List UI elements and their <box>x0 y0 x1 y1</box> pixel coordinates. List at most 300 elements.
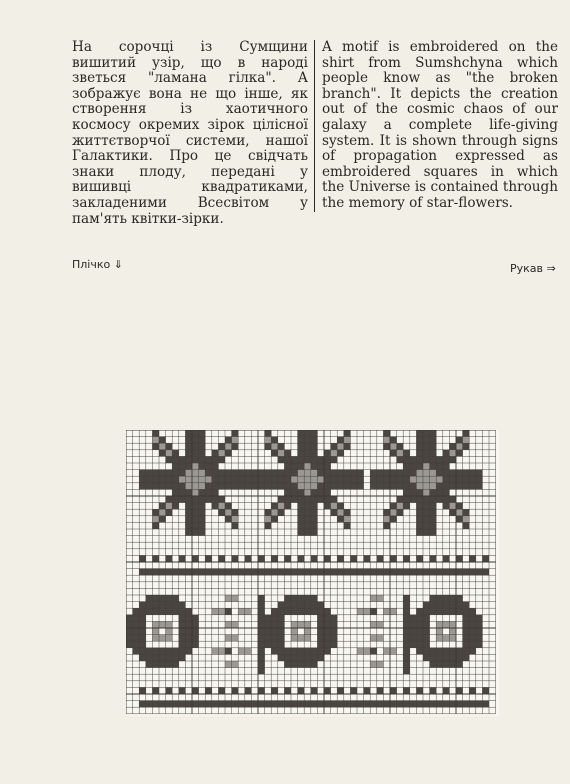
pattern-cell <box>443 503 450 510</box>
pattern-cell <box>232 701 239 708</box>
pattern-cell <box>139 641 146 648</box>
pattern-cell <box>179 641 186 648</box>
pattern-cell <box>410 470 417 477</box>
pattern-cell <box>416 443 423 450</box>
pattern-cell <box>192 437 199 444</box>
pattern-cell <box>317 489 324 496</box>
pattern-cell <box>317 615 324 622</box>
pattern-cell <box>463 483 470 490</box>
pattern-cell <box>423 641 430 648</box>
pattern-cell <box>304 529 311 536</box>
pattern-cell <box>133 615 140 622</box>
pattern-cell <box>166 701 173 708</box>
pattern-cell <box>225 437 232 444</box>
pattern-cell <box>146 654 153 661</box>
pattern-cell <box>159 648 166 655</box>
pattern-cell <box>185 522 192 529</box>
pattern-cell <box>416 509 423 516</box>
pattern-cell <box>192 496 199 503</box>
pattern-cell <box>344 437 351 444</box>
pattern-cell <box>159 516 166 523</box>
pattern-cell <box>350 687 357 694</box>
pattern-cell <box>397 509 404 516</box>
pattern-cell <box>423 602 430 609</box>
pattern-cell <box>185 476 192 483</box>
pattern-cell <box>324 569 331 576</box>
pattern-cell <box>166 476 173 483</box>
pattern-cell <box>139 608 146 615</box>
pattern-cell <box>179 648 186 655</box>
pattern-cell <box>192 615 199 622</box>
pattern-cell <box>199 503 206 510</box>
pattern-cell <box>139 470 146 477</box>
pattern-cell <box>443 470 450 477</box>
pattern-cell <box>383 437 390 444</box>
pattern-cell <box>139 569 146 576</box>
pattern-cell <box>456 503 463 510</box>
pattern-cell <box>423 509 430 516</box>
pattern-cell <box>456 608 463 615</box>
pattern-cell <box>436 648 443 655</box>
pattern-cell <box>278 503 285 510</box>
pattern-cell <box>265 628 272 635</box>
pattern-cell <box>476 470 483 477</box>
pattern-cell <box>377 483 384 490</box>
pattern-cell <box>258 476 265 483</box>
pattern-cell <box>298 701 305 708</box>
pattern-cell <box>159 509 166 516</box>
pattern-cell <box>476 628 483 635</box>
pattern-cell <box>410 621 417 628</box>
pattern-cell <box>139 635 146 642</box>
pattern-cell <box>304 509 311 516</box>
pattern-cell <box>311 602 318 609</box>
pattern-cell <box>436 595 443 602</box>
pattern-cell <box>185 621 192 628</box>
pattern-cell <box>298 476 305 483</box>
pattern-cell <box>337 437 344 444</box>
pattern-cell <box>430 430 437 437</box>
pattern-cell <box>205 489 212 496</box>
pattern-cell <box>166 483 173 490</box>
pattern-cell <box>133 621 140 628</box>
pattern-cell <box>357 648 364 655</box>
pattern-cell <box>172 450 179 457</box>
pattern-cell <box>344 522 351 529</box>
pattern-cell <box>331 443 338 450</box>
pattern-cell <box>463 608 470 615</box>
pattern-cell <box>291 569 298 576</box>
pattern-cell <box>185 463 192 470</box>
pattern-cell <box>430 443 437 450</box>
pattern-cell <box>456 602 463 609</box>
pattern-cell <box>225 608 232 615</box>
pattern-cell <box>291 595 298 602</box>
pattern-cell <box>463 654 470 661</box>
pattern-cell <box>199 569 206 576</box>
pattern-cell <box>146 701 153 708</box>
pattern-cell <box>284 602 291 609</box>
pattern-cell <box>205 463 212 470</box>
pattern-cell <box>416 503 423 510</box>
pattern-cell <box>146 595 153 602</box>
pattern-cell <box>159 476 166 483</box>
pattern-cell <box>166 635 173 642</box>
pattern-cell <box>172 463 179 470</box>
pattern-cell <box>410 456 417 463</box>
pattern-cell <box>377 595 384 602</box>
pattern-cell <box>403 635 410 642</box>
pattern-cell <box>298 687 305 694</box>
pattern-cell <box>370 476 377 483</box>
pattern-cell <box>317 608 324 615</box>
pattern-cell <box>271 615 278 622</box>
pattern-cell <box>344 476 351 483</box>
pattern-cell <box>298 602 305 609</box>
pattern-cell <box>139 615 146 622</box>
pattern-cell <box>390 437 397 444</box>
pattern-cell <box>370 569 377 576</box>
pattern-cell <box>469 555 476 562</box>
pattern-cell <box>403 476 410 483</box>
pattern-cell <box>126 641 133 648</box>
pattern-cell <box>192 443 199 450</box>
pattern-cell <box>258 602 265 609</box>
pattern-cell <box>304 456 311 463</box>
pattern-cell <box>350 569 357 576</box>
pattern-cell <box>416 529 423 536</box>
pattern-cell <box>430 602 437 609</box>
pattern-cell <box>416 608 423 615</box>
pattern-cell <box>443 483 450 490</box>
pattern-cell <box>383 430 390 437</box>
pattern-cell <box>304 463 311 470</box>
pattern-cell <box>185 529 192 536</box>
pattern-cell <box>199 476 206 483</box>
pattern-cell <box>397 569 404 576</box>
pattern-cell <box>337 687 344 694</box>
pattern-cell <box>199 522 206 529</box>
pattern-cell <box>377 476 384 483</box>
pattern-cell <box>258 701 265 708</box>
pattern-cell <box>199 496 206 503</box>
pattern-cell <box>304 635 311 642</box>
pattern-cell <box>284 701 291 708</box>
pattern-cell <box>146 608 153 615</box>
pattern-cell <box>324 470 331 477</box>
pattern-cell <box>423 516 430 523</box>
pattern-cell <box>370 635 377 642</box>
pattern-cell <box>423 615 430 622</box>
pattern-cell <box>463 522 470 529</box>
pattern-cell <box>436 476 443 483</box>
pattern-cell <box>291 608 298 615</box>
pattern-cell <box>179 608 186 615</box>
pattern-cell <box>350 476 357 483</box>
pattern-cell <box>331 635 338 642</box>
pattern-cell <box>436 463 443 470</box>
pattern-cell <box>397 456 404 463</box>
pattern-cell <box>410 569 417 576</box>
pattern-cell <box>185 450 192 457</box>
pattern-cell <box>324 641 331 648</box>
pattern-cell <box>423 430 430 437</box>
pattern-cell <box>166 621 173 628</box>
pattern-cell <box>166 648 173 655</box>
pattern-cell <box>423 529 430 536</box>
pattern-cell <box>152 648 159 655</box>
pattern-cell <box>179 569 186 576</box>
pattern-cell <box>449 602 456 609</box>
pattern-cell <box>324 456 331 463</box>
pattern-cell <box>430 648 437 655</box>
pattern-cell <box>245 608 252 615</box>
pattern-cell <box>364 555 371 562</box>
pattern-cell <box>430 654 437 661</box>
pattern-cell <box>298 555 305 562</box>
pattern-cell <box>199 450 206 457</box>
pattern-cell <box>265 635 272 642</box>
pattern-cell <box>159 569 166 576</box>
pattern-cell <box>232 516 239 523</box>
pattern-cell <box>192 555 199 562</box>
pattern-cell <box>185 641 192 648</box>
pattern-cell <box>383 701 390 708</box>
pattern-cell <box>423 443 430 450</box>
pattern-cell <box>390 569 397 576</box>
pattern-cell <box>463 602 470 609</box>
pattern-cell <box>403 602 410 609</box>
pattern-cell <box>403 463 410 470</box>
pattern-cell <box>311 654 318 661</box>
pattern-cell <box>317 701 324 708</box>
pattern-cell <box>232 430 239 437</box>
pattern-cell <box>179 456 186 463</box>
pattern-cell <box>430 450 437 457</box>
sleeve-label: Рукав ⇒ <box>510 262 556 275</box>
pattern-cell <box>212 569 219 576</box>
pattern-cell <box>337 509 344 516</box>
pattern-cell <box>449 470 456 477</box>
pattern-cell <box>463 437 470 444</box>
pattern-cell <box>205 569 212 576</box>
pattern-cell <box>199 470 206 477</box>
pattern-cell <box>218 476 225 483</box>
pattern-cell <box>416 483 423 490</box>
pattern-cell <box>403 569 410 576</box>
pattern-cell <box>324 503 331 510</box>
pattern-cell <box>436 661 443 668</box>
pattern-cell <box>456 450 463 457</box>
pattern-cell <box>416 437 423 444</box>
pattern-cell <box>218 509 225 516</box>
pattern-cell <box>443 661 450 668</box>
pattern-cell <box>172 602 179 609</box>
pattern-cell <box>403 615 410 622</box>
pattern-cell <box>443 621 450 628</box>
pattern-cell <box>423 635 430 642</box>
shoulder-label: Плічко ⇓ <box>72 258 123 271</box>
pattern-cell <box>317 476 324 483</box>
pattern-cell <box>410 489 417 496</box>
pattern-cell <box>232 443 239 450</box>
pattern-cell <box>192 635 199 642</box>
pattern-cell <box>370 621 377 628</box>
pattern-cell <box>192 509 199 516</box>
pattern-cell <box>172 483 179 490</box>
pattern-cell <box>192 529 199 536</box>
pattern-cell <box>370 608 377 615</box>
pattern-cell <box>139 701 146 708</box>
pattern-cell <box>476 483 483 490</box>
pattern-cell <box>344 701 351 708</box>
pattern-cell <box>199 437 206 444</box>
pattern-cell <box>390 516 397 523</box>
pattern-cell <box>192 569 199 576</box>
pattern-cell <box>430 701 437 708</box>
pattern-cell <box>298 648 305 655</box>
pattern-cell <box>350 470 357 477</box>
pattern-cell <box>403 483 410 490</box>
pattern-cell <box>350 483 357 490</box>
pattern-cell <box>133 641 140 648</box>
pattern-cell <box>126 615 133 622</box>
pattern-cell <box>449 450 456 457</box>
pattern-cell <box>331 621 338 628</box>
pattern-cell <box>139 483 146 490</box>
pattern-cell <box>423 456 430 463</box>
pattern-cell <box>146 661 153 668</box>
pattern-cell <box>152 476 159 483</box>
pattern-cell <box>199 516 206 523</box>
pattern-cell <box>172 503 179 510</box>
pattern-cell <box>265 522 272 529</box>
pattern-cell <box>212 489 219 496</box>
pattern-cell <box>179 489 186 496</box>
pattern-cell <box>331 496 338 503</box>
pattern-cell <box>152 687 159 694</box>
pattern-cell <box>245 687 252 694</box>
pattern-cell <box>311 489 318 496</box>
pattern-cell <box>443 463 450 470</box>
pattern-cell <box>449 628 456 635</box>
pattern-cell <box>284 661 291 668</box>
pattern-cell <box>423 701 430 708</box>
pattern-cell <box>238 648 245 655</box>
pattern-cell <box>232 569 239 576</box>
pattern-cell <box>344 430 351 437</box>
pattern-cell <box>199 489 206 496</box>
pattern-cell <box>430 437 437 444</box>
pattern-cell <box>456 661 463 668</box>
pattern-cell <box>159 621 166 628</box>
pattern-cell <box>311 430 318 437</box>
pattern-cell <box>291 496 298 503</box>
pattern-cell <box>304 628 311 635</box>
pattern-cell <box>291 621 298 628</box>
pattern-cell <box>271 555 278 562</box>
pattern-cell <box>152 555 159 562</box>
pattern-cell <box>232 635 239 642</box>
pattern-cell <box>238 608 245 615</box>
pattern-cell <box>403 668 410 675</box>
pattern-cell <box>218 608 225 615</box>
pattern-cell <box>410 463 417 470</box>
pattern-cell <box>331 476 338 483</box>
pattern-cell <box>278 483 285 490</box>
pattern-cell <box>436 654 443 661</box>
pattern-cell <box>469 701 476 708</box>
pattern-cell <box>192 516 199 523</box>
pattern-cell <box>284 489 291 496</box>
pattern-cell <box>390 608 397 615</box>
pattern-cell <box>456 476 463 483</box>
pattern-cell <box>179 463 186 470</box>
pattern-cell <box>423 569 430 576</box>
pattern-cell <box>390 555 397 562</box>
pattern-cell <box>377 470 384 477</box>
pattern-cell <box>298 654 305 661</box>
embroidery-pattern-chart <box>126 430 499 716</box>
pattern-cell <box>298 569 305 576</box>
pattern-cell <box>258 687 265 694</box>
pattern-cell <box>403 654 410 661</box>
pattern-cell <box>324 496 331 503</box>
pattern-cell <box>331 450 338 457</box>
pattern-cell <box>284 555 291 562</box>
pattern-cell <box>364 608 371 615</box>
pattern-cell <box>298 496 305 503</box>
pattern-cell <box>192 463 199 470</box>
pattern-cell <box>423 496 430 503</box>
pattern-cell <box>218 687 225 694</box>
pattern-cell <box>172 595 179 602</box>
pattern-cell <box>265 483 272 490</box>
pattern-cell <box>192 701 199 708</box>
pattern-cell <box>311 522 318 529</box>
pattern-cell <box>377 621 384 628</box>
pattern-cell <box>159 483 166 490</box>
pattern-cell <box>311 503 318 510</box>
pattern-cell <box>152 602 159 609</box>
pattern-cell <box>304 522 311 529</box>
pattern-cell <box>443 648 450 655</box>
pattern-cell <box>416 628 423 635</box>
pattern-cell <box>403 489 410 496</box>
pattern-cell <box>271 437 278 444</box>
pattern-cell <box>265 443 272 450</box>
pattern-cell <box>152 595 159 602</box>
pattern-cell <box>278 569 285 576</box>
pattern-cell <box>430 476 437 483</box>
pattern-cell <box>126 635 133 642</box>
pattern-cell <box>317 456 324 463</box>
pattern-cell <box>185 569 192 576</box>
pattern-cell <box>331 615 338 622</box>
pattern-cell <box>449 648 456 655</box>
pattern-cell <box>205 701 212 708</box>
pattern-cell <box>291 456 298 463</box>
pattern-cell <box>304 654 311 661</box>
pattern-cell <box>390 509 397 516</box>
pattern-cell <box>218 503 225 510</box>
pattern-cell <box>185 628 192 635</box>
pattern-cell <box>410 615 417 622</box>
pattern-cell <box>304 476 311 483</box>
pattern-cell <box>410 628 417 635</box>
pattern-cell <box>410 635 417 642</box>
pattern-cell <box>265 476 272 483</box>
